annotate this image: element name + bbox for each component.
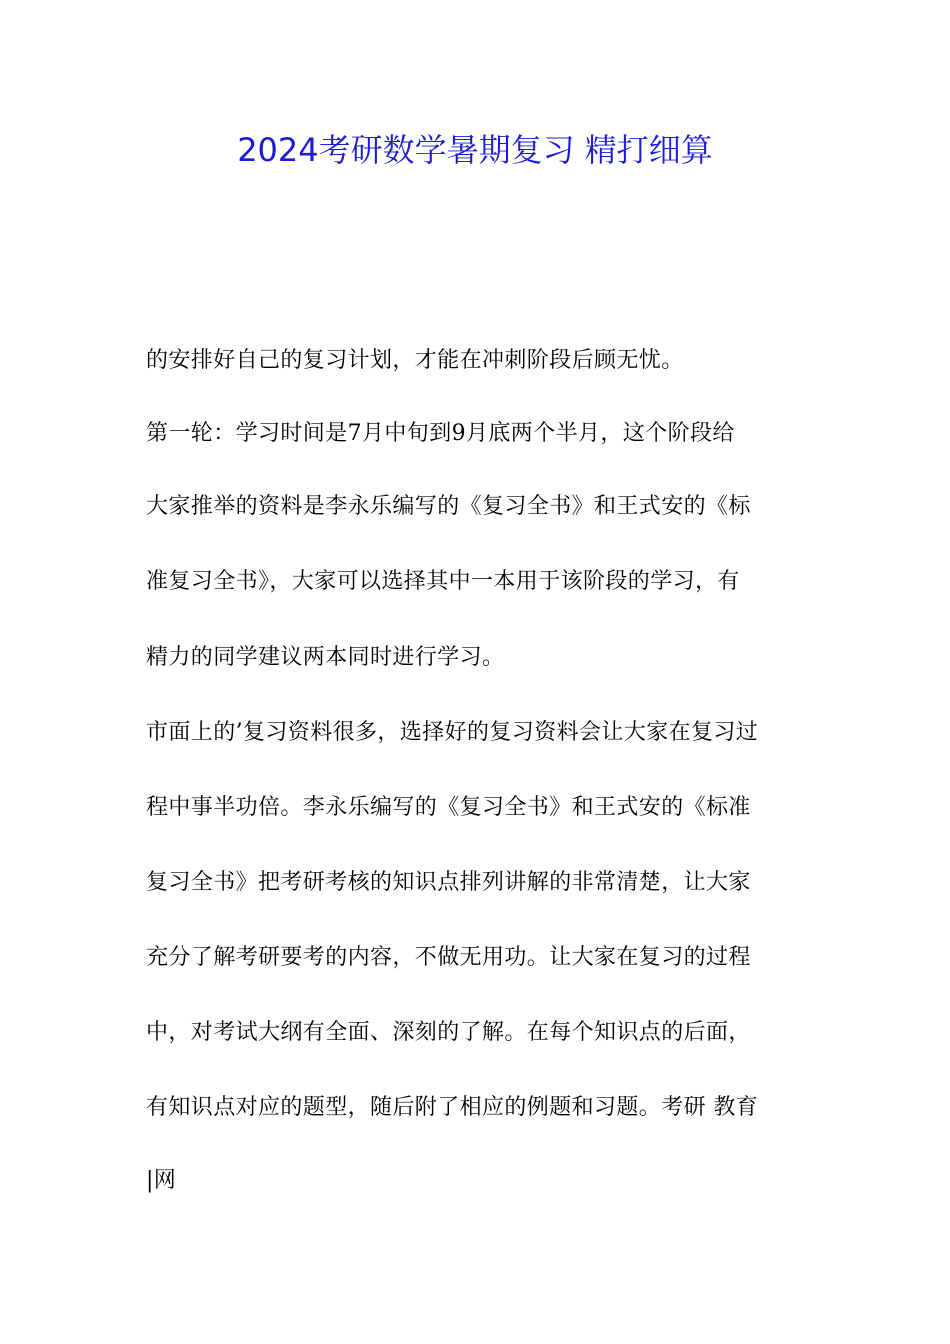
body-line-9: 充分了解考研要考的内容，不做无用功。让大家在复习的过程 xyxy=(146,945,751,970)
body-line-4: 准复习全书》，大家可以选择其中一本用于该阶段的学习，有 xyxy=(146,569,740,594)
document-title: 2024考研数学暑期复习 精打细算 xyxy=(237,131,713,169)
body-line-5: 精力的同学建议两本同时进行学习。 xyxy=(146,645,505,670)
body-line-11: 有知识点对应的题型，随后附了相应的例题和习题。考研 教育 xyxy=(146,1095,759,1120)
body-line-10: 中，对考试大纲有全面、深刻的了解。在每个知识点的后面， xyxy=(146,1020,751,1045)
body-line-3: 大家推举的资料是李永乐编写的《复习全书》和王式安的《标 xyxy=(146,494,751,519)
body-line-6: 市面上的’复习资料很多，选择好的复习资料会让大家在复习过 xyxy=(146,720,759,745)
body-line-7: 程中事半功倍。李永乐编写的《复习全书》和王式安的《标准 xyxy=(146,795,751,820)
body-line-12: |网 xyxy=(146,1168,177,1193)
body-line-1: 的安排好自己的复习计划，才能在冲刺阶段后顾无忧。 xyxy=(146,348,684,373)
body-line-8: 复习全书》把考研考核的知识点排列讲解的非常清楚，让大家 xyxy=(146,870,751,895)
body-line-2: 第一轮：学习时间是7月中旬到9月底两个半月，这个阶段给 xyxy=(146,421,735,446)
